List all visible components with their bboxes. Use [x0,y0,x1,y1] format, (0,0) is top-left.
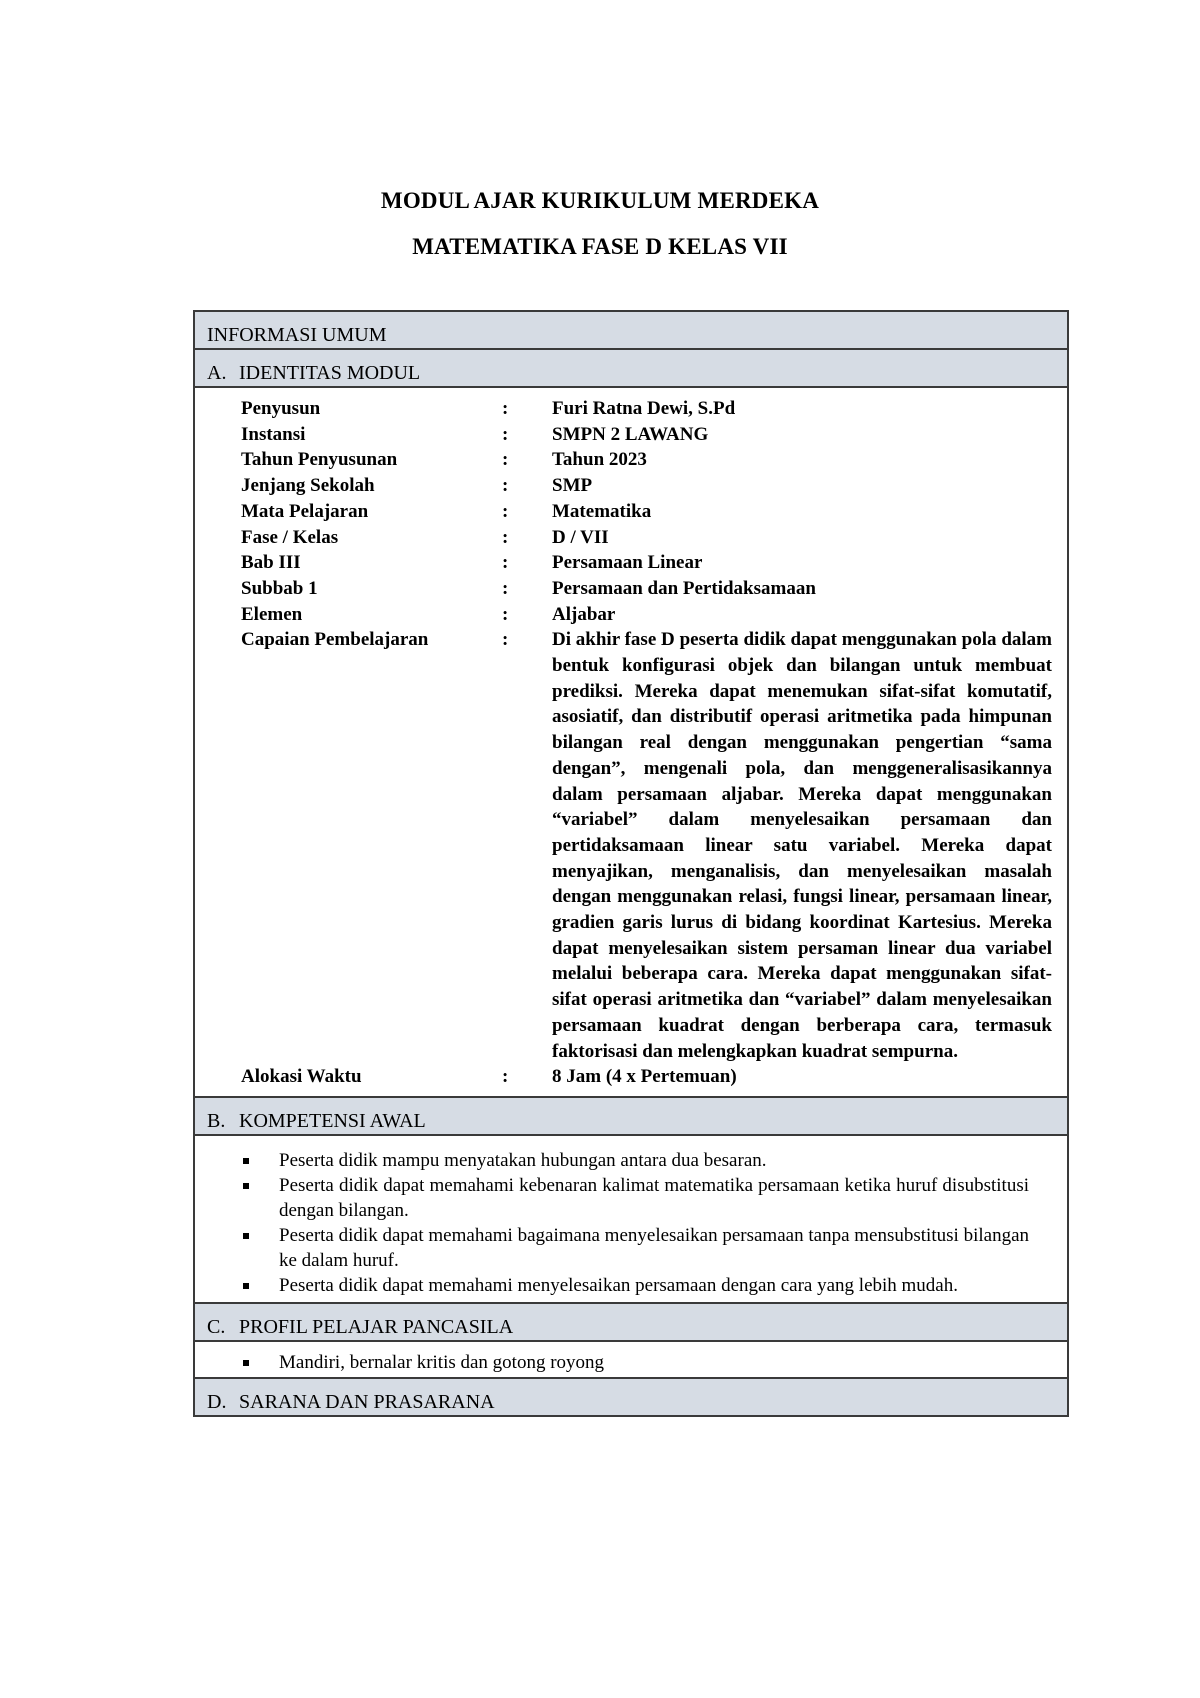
profil-pelajar-list [195,1342,1067,1377]
list-item: Peserta didik dapat memahami menyelesaikan persamaan dengan cara yang lebih mudah. [243,1273,1029,1298]
section-header-informasi-umum [194,311,1068,349]
document-subtitle: MATEMATIKA FASE D KELAS VII [412,234,788,259]
field-colon: : [502,398,509,419]
field-label-alokasi-waktu: Alokasi Waktu [241,1066,362,1088]
kompetensi-awal-body [194,1135,1068,1303]
field-label-penyusun: Penyusun [241,398,321,419]
field-colon: : [502,475,509,497]
field-label-elemen: Elemen [241,603,303,625]
field-label-instansi: Instansi [241,423,306,445]
field-label-bab: Bab III [241,552,301,574]
section-header-sarana-prasarana [194,1378,1068,1416]
section-letter: D. [207,1390,227,1413]
section-label: IDENTITAS MODUL [239,362,421,384]
field-colon: : [502,526,509,548]
field-value-alokasi-waktu: 8 Jam (4 x Pertemuan) [552,1066,737,1088]
section-letter: C. [207,1315,226,1338]
section-header-identitas-modul [194,349,1068,387]
field-label-mata-pelajaran: Mata Pelajaran [241,500,369,522]
section-label: INFORMASI UMUM [207,324,387,346]
section-header-profil-pelajar-pancasila [194,1303,1068,1341]
field-label-jenjang-sekolah: Jenjang Sekolah [241,475,375,497]
section-letter: B. [207,1109,226,1132]
field-colon: : [502,500,509,522]
field-value-bab: Persamaan Linear [552,552,703,574]
field-label-subbab: Subbab 1 [241,577,318,599]
field-value-fase-kelas: D / VII [552,526,609,548]
field-value-jenjang-sekolah: SMP [552,475,593,497]
field-colon: : [502,1066,509,1088]
profil-pelajar-body [194,1341,1068,1378]
field-colon: : [502,552,509,574]
field-colon: : [502,603,509,625]
list-item: Peserta didik dapat memahami bagaimana menyelesaikan persamaan tanpa mensubstitusi bilangan ke dalam huruf. [243,1223,1029,1273]
section-label: SARANA DAN PRASARANA [239,1390,495,1413]
field-value-tahun-penyusunan: Tahun 2023 [552,449,647,471]
document-title: MODUL AJAR KURIKULUM MERDEKA [380,188,820,213]
section-header-kompetensi-awal [194,1097,1068,1135]
field-colon: : [502,629,509,651]
list-item: Peserta didik mampu menyatakan hubungan antara dua besaran. [243,1148,1029,1173]
section-label: KOMPETENSI AWAL [239,1109,426,1132]
field-colon: : [502,449,509,471]
list-item: Mandiri, bernalar kritis dan gotong royong [243,1350,1029,1375]
field-value-elemen: Aljabar [552,603,616,625]
field-label-fase-kelas: Fase / Kelas [241,526,339,548]
kompetensi-awal-list [195,1136,1067,1302]
list-item: Peserta didik dapat memahami kebenaran kalimat matematika persamaan ketika huruf disubstitusi dengan bilangan. [243,1173,1029,1223]
field-colon: : [502,577,509,599]
identitas-modul-body [194,387,1068,1097]
field-value-penyusun: Furi Ratna Dewi, S.Pd [552,398,736,419]
identitas-list [195,396,1067,1090]
field-value-subbab: Persamaan dan Pertidaksamaan [552,577,816,599]
field-colon: : [502,423,509,445]
field-value-capaian-pembelajaran: Di akhir fase D peserta didik dapat menggunakan pola dalam bentuk konfigurasi objek dan bilangan untuk membuat prediksi. Mereka dapat menemukan sifat-sifat komutatif, asosiatif, dan distributif operasi aritmetika pada himpunan bilangan real dengan menggunakan pengertian “sama dengan”, mengenali pola, dan menggeneralisasikannya dalam persamaan aljabar. Mereka dapat menggunakan “variabel” dalam menyelesaikan persamaan dan pertidaksamaan linear satu variabel. Mereka dapat menyajikan, menganalisis, dan menyelesaikan masalah dengan menggunakan relasi, fungsi linear, persamaan linear, gradien garis lurus di bidang koordinat Kartesius. Mereka dapat menyelesaikan sistem persaman linear dua variabel melalui beberapa cara. Mereka dapat menggunakan sifat-sifat operasi aritmetika dan “variabel” dalam menyelesaikan persamaan kuadrat dengan berberapa cara, termasuk faktorisasi dan melengkapkan kuadrat sempurna. [552,629,1052,1062]
module-info-table [193,310,1069,1417]
field-label-tahun-penyusunan: Tahun Penyusunan [241,449,398,471]
field-value-instansi: SMPN 2 LAWANG [552,423,709,445]
section-label: PROFIL PELAJAR PANCASILA [239,1315,514,1338]
field-value-mata-pelajaran: Matematika [552,500,652,522]
section-letter: A. [207,362,227,384]
field-label-capaian-pembelajaran: Capaian Pembelajaran [241,629,429,651]
